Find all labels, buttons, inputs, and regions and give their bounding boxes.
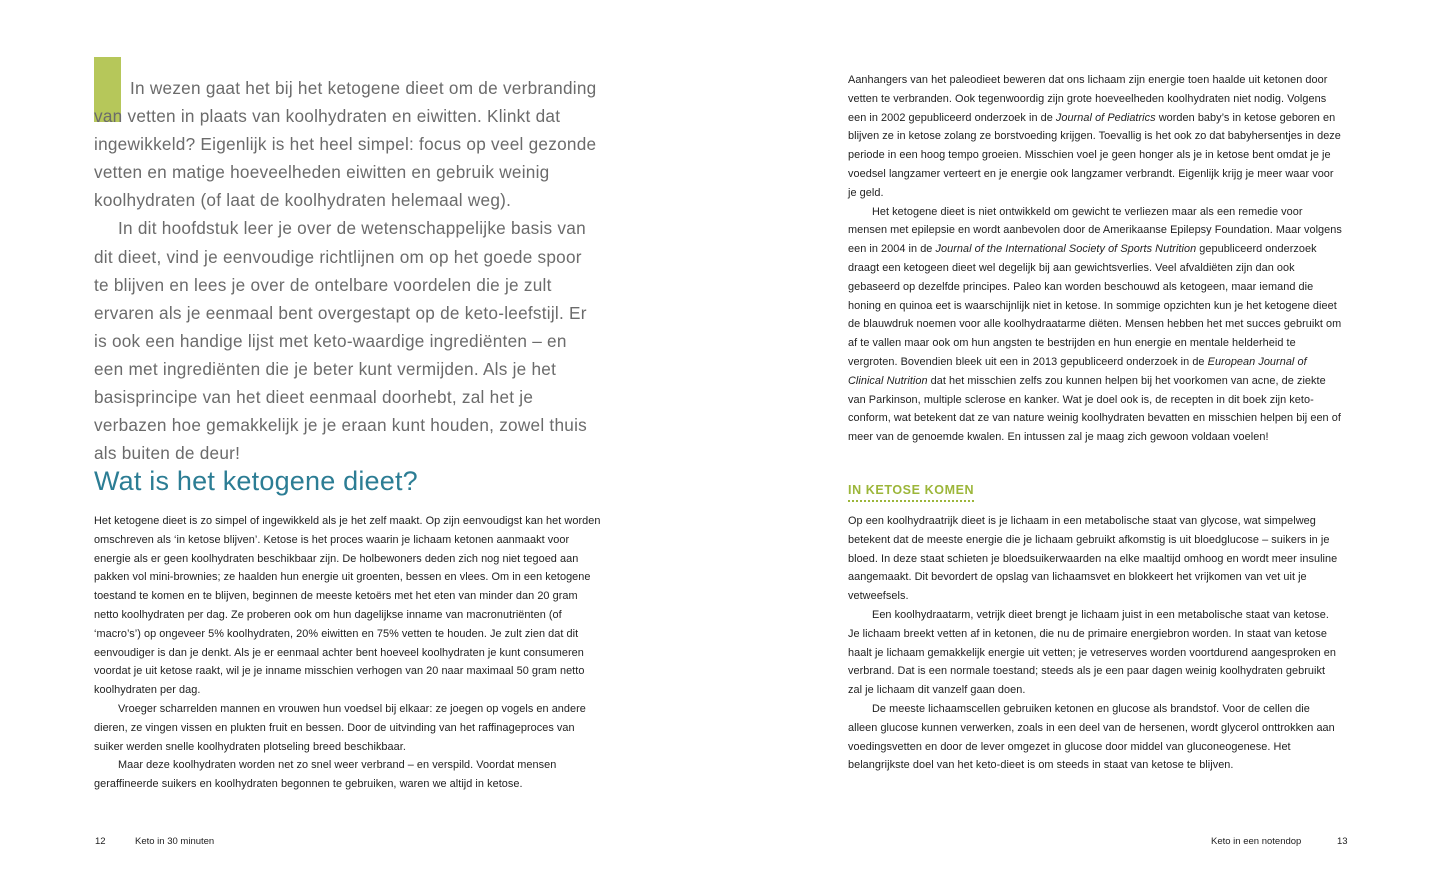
body-paragraph: De meeste lichaamscellen gebruiken ketonen en glucose als brandstof. Voor de cellen die alleen glucose kunnen verwerken, zoals in een deel van de hersenen, wordt glycerol onttrokken aan voedingsvetten en door de lever omgezet in glucose door middel van gluconeogenese. Het belangrijkste doel van het keto-dieet is om steeds in staat van ketose te blijven. [848,702,1335,772]
intro-paragraph: In wezen gaat het bij het ketogene dieet om de verbranding van vetten in plaats van koolhydraten en eiwitten. Klinkt dat ingewikkeld? Eigenlijk is het heel simpel: focus op veel gezonde vetten en matige hoeveelheden eiwitten en gebruik weinig koolhydraten (of laat de koolhydraten helemaal weg). [94,78,597,211]
body-text [848,512,1342,775]
body-paragraph [848,203,1342,447]
running-title: Keto in een notendop [1211,836,1302,847]
body-paragraph: Vroeger scharrelden mannen en vrouwen hun voedsel bij elkaar: ze joegen op vogels en andere dieren, ze vingen vissen en plukten fruit en bessen. Door de uitvinding van het raffinageproces van suiker werden snelle koolhydraten plotseling breed beschikbaar. [94,702,586,753]
page-number: 12 [95,836,106,847]
page-number: 13 [1337,836,1348,847]
body-paragraph: Het ketogene dieet is zo simpel of ingewikkeld als je het zelf maakt. Op zijn eenvoudigst kan het worden omschreven als ‘in ketose blijven’. Ketose is het proces waarin je lichaam ketonen aanmaakt voor energie als er geen koolhydraten beschikbaar zijn. De holbewoners deden zich nog niet tegoed aan pakken vol mini-brownies; ze haalden hun energie uit groenten, bessen en vlees. Om in een ketogene toestand te komen en te blijven, beginnen de meeste ketoërs met het eten van minder dan 20 gram netto koolhydraten per dag. Ze proberen ook om hun dagelijkse inname van macronutriënten (of ‘macro’s’) op ongeveer 5% koolhydraten, 20% eiwitten en 75% vetten te houden. Je zult zien dat dit eenvoudiger is dan je denkt. Als je er eenmaal achter bent hoeveel koolhydraten je kunt consumeren voordat je uit ketose raakt, wil je je inname misschien verhogen van 20 naar maximaal 50 gram netto koolhydraten per dag. [94,515,601,697]
text-run: Het ketogene dieet is niet ontwikkeld om gewicht te verliezen maar als een remedie voor mensen met epilepsie en wordt aanbevolen door de Amerikaanse Epilepsy Foundation. Maar volgens een in 2004 in de [848,205,1342,256]
section-heading: Wat is het ketogene dieet? [94,466,418,496]
body-paragraph: Maar deze koolhydraten worden net zo snel weer verbrand – en verspild. Voordat mensen geraffineerde suikers en koolhydraten begonnen te gebruiken, waren we altijd in ketose. [94,759,557,791]
intro-text [94,74,600,467]
right-page [720,0,1440,887]
journal-title: Journal of Pediatrics [1055,111,1156,124]
text-run: dat het misschien zelfs zou kunnen helpen bij het voorkomen van acne, de ziekte van Parkinson, multiple sclerose en kanker. Wat je doel ook is, de recepten in dit boek zijn keto-conform, wat betekent dat ze van nature weinig koolhydraten bevatten en misschien helpen bij een of meer van de genoemde kwalen. En intussen zal je maag zich gewoon voldaan voelen! [848,374,1341,444]
intro-paragraph: In dit hoofdstuk leer je over de wetenschappelijke basis van dit dieet, vind je eenvoudige richtlijnen om op het goede spoor te blijven en lees je over de ontelbare voordelen die je zult ervaren als je eenmaal bent overgestapt op de keto-leefstijl. Er is ook een handige lijst met keto-waardige ingrediënten – en een met ingrediënten die je beter kunt vermijden. Als je het basisprincipe van het dieet eenmaal doorhebt, zal het je verbazen hoe gemakkelijk je je eraan kunt houden, zowel thuis als buiten de deur! [94,218,587,464]
running-title: Keto in 30 minuten [135,836,215,847]
body-text [94,512,602,794]
body-text [848,71,1342,447]
text-run: worden baby’s in ketose geboren en blijven ze in ketose zolang ze borstvoeding krijgen. Toevallig is het ook zo dat babyhersentjes in deze periode in een hoog tempo groeien. Misschien voel je geen honger als je in ketose bent omdat je je voedsel langzamer verteert en je energie ook langzamer verbrandt. Eigenlijk krijg je meer waar voor je geld. [848,111,1341,199]
subheading: IN KETOSE KOMEN [848,483,974,502]
body-paragraph: Een koolhydraatarm, vetrijk dieet brengt je lichaam juist in een metabolische staat van ketose. Je lichaam breekt vetten af in ketonen, die nu de primaire energiebron worden. In staat van ketose haalt je lichaam gemakkelijk energie uit vetten; je vetreserves worden voortdurend aangesproken en verbrand. Dat is een normale toestand; steeds als je een paar dagen weinig koolhydraten gebruikt zal je lichaam dit vanzelf gaan doen. [848,608,1336,697]
text-run: Aanhangers van het paleodieet beweren dat ons lichaam zijn energie toen haalde uit ketonen door vetten te verbranden. Ook tegenwoordig zijn grote hoeveelheden koolhydraten niet nodig. Volgens een in 2002 gepubliceerd onderzoek in de [848,74,1328,124]
journal-title: European Journal of Clinical Nutrition [848,355,1307,387]
journal-title: Journal of the International Society of Sports Nutrition [935,243,1197,256]
body-paragraph [848,71,1342,203]
text-run: gepubliceerd onderzoek draagt een ketogeen dieet wel degelijk bij aan gewichtsverlies. Veel afvaldiëten zijn dan ook gebaseerd op dezelfde principes. Paleo kan worden beschouwd als ketogeen, maar iemand die honing en quinoa eet is waarschijnlijk niet in ketose. In sommige opzichten kun je het ketogene dieet de blauwdruk noemen voor alle koolhydraatarme diëten. Mensen hebben het met succes gebruikt om af te vallen maar ook om hun angsten te bestrijden en hun energie en mentale helderheid te vergroten. Bovendien bleek uit een in 2013 gepubliceerd onderzoek in de [848,243,1342,368]
body-paragraph: Op een koolhydraatrijk dieet is je lichaam in een metabolische staat van glycose, wat simpelweg betekent dat de meeste energie die je lichaam gebruikt afkomstig is uit bloedglucose – suikers in je bloed. In deze staat schieten je bloedsuikerwaarden na elke maaltijd omhoog en wordt meer insuline aangemaakt. Dit bevordert de opslag van lichaamsvet en blokkeert het vrijkomen van vet uit je vetweefsels. [848,515,1338,603]
